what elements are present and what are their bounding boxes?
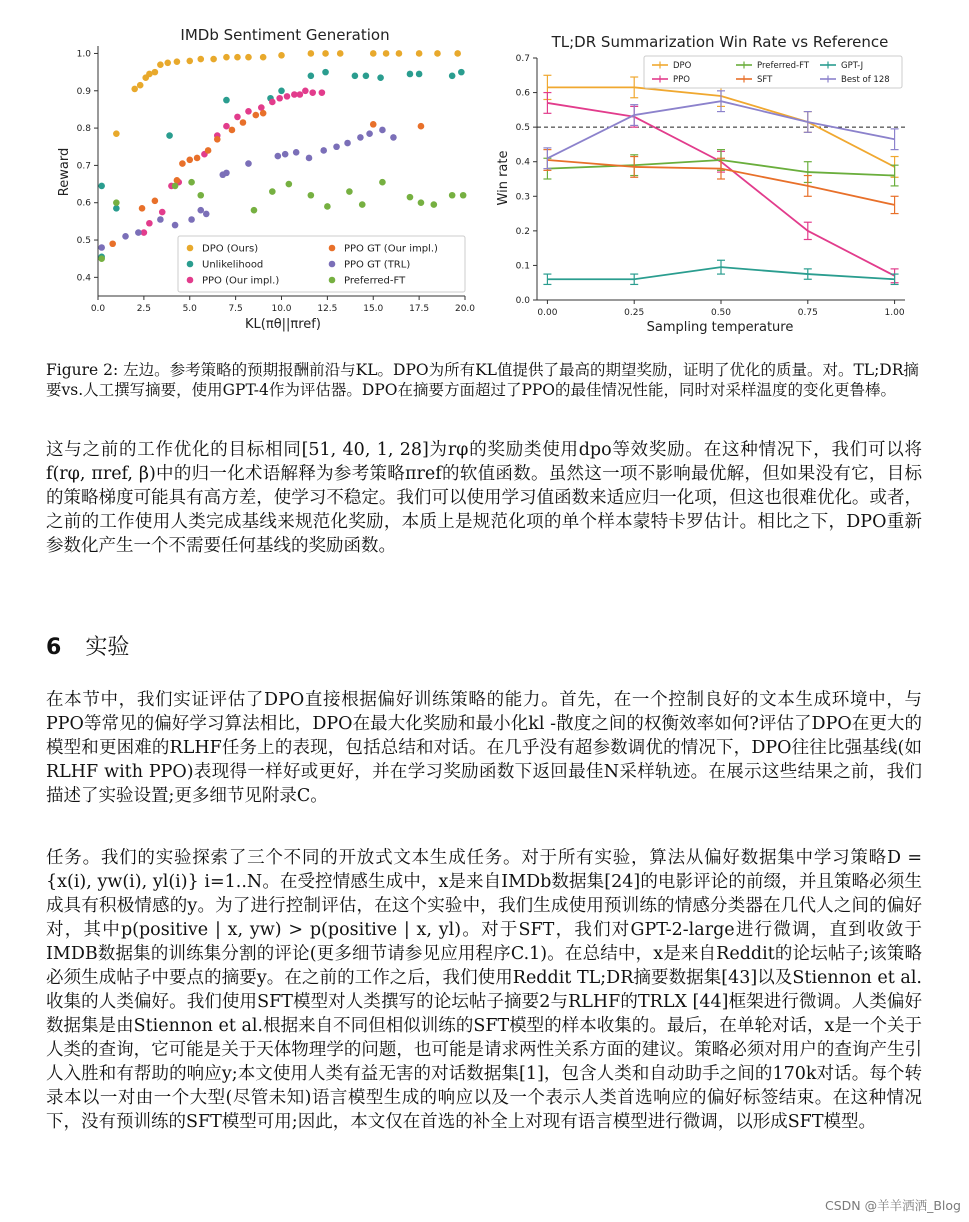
imdb-point (98, 183, 105, 190)
imdb-x-tick-label: 17.5 (409, 304, 430, 314)
imdb-point (197, 56, 204, 63)
imdb-point (258, 104, 265, 111)
imdb-point (282, 151, 289, 158)
imdb-point (113, 199, 120, 206)
imdb-ylabel: Reward (57, 147, 72, 197)
imdb-legend-marker (329, 245, 336, 252)
imdb-x-tick-label: 0.0 (90, 304, 106, 314)
imdb-legend-label: PPO GT (Our impl.) (344, 243, 438, 255)
tldr-y-tick-label: 0.6 (515, 88, 530, 99)
imdb-y-tick-label: 0.6 (76, 198, 91, 209)
imdb-legend-label: PPO GT (TRL) (344, 259, 411, 271)
imdb-point (186, 157, 193, 164)
imdb-point (319, 89, 326, 96)
tldr-ylabel: Win rate (496, 150, 511, 206)
imdb-point (449, 192, 456, 199)
imdb-point (172, 183, 179, 190)
imdb-point (407, 71, 414, 78)
imdb-point (203, 211, 210, 218)
imdb-point (137, 82, 144, 89)
imdb-point (306, 155, 313, 162)
imdb-point (416, 50, 423, 57)
tldr-x-tick-label: 0.75 (797, 308, 818, 318)
imdb-point (322, 50, 329, 57)
imdb-point (324, 203, 331, 210)
tldr-lines (543, 75, 898, 284)
imdb-point (333, 143, 340, 150)
imdb-point (229, 127, 236, 134)
imdb-point (454, 50, 461, 57)
imdb-point (98, 255, 105, 262)
paragraph-3: 任务。我们的实验探索了三个不同的开放式文本生成任务。对于所有实验，算法从偏好数据集中学习策略D = {x(i), yw(i), yl(i)} i=1..N。在受控情感生成中，x是来自IMDb数据集[24]的电影评论的前缀，并且策略必须生成具有积极情感的y。为了进行控制评估，在这个实验中，我们生成使用预训练的情感分类器在几代人之间的偏好对，其中p(positive | x, yw) > p(positive | x, yl)。对于SFT，我们对GPT-2-large进行微调，直到收敛于IMDB数据集的训练集分割的评论(更多细节请参见应用程序C.1)。在总结中，x是来自Reddit的论坛帖子;该策略必须生成帖子中要点的摘要y。在之前的工作之后，我们使用Reddit TL;DR摘要数据集[43]以及Stiennon et al.收集的人类偏好。我们使用SFT模型对人类撰写的论坛帖子摘要2与RLHF的TRLX [44]框架进行微调。人类偏好数据集是由Stiennon et al.根据来自不同但相似训练的SFT模型的样本收集的。最后，在单轮对话，x是一个关于人类的查询，它可能是关于天体物理学的问题，也可能是请求两性关系方面的建议。策略必须对用户的查询产生引人入胜和有帮助的响应y;本文使用人类有益无害的对话数据集[1]，包含人类和自动助手之间的170k对话。每个转录本以一对由一个大型(尽管未知)语言模型生成的响应以及一个表示人类首选响应的偏好标签结束。在这种情况下，没有预训练的SFT模型可用;因此，本文仅在首选的补全上对现有语言模型进行微调，以形成SFT模型。 (46, 848, 922, 1132)
imdb-point (434, 50, 441, 57)
imdb-point (390, 134, 397, 141)
figure-2 (0, 0, 969, 350)
imdb-point (363, 73, 370, 80)
paragraph-2: 在本节中，我们实证评估了DPO直接根据偏好训练策略的能力。首先，在一个控制良好的文本生成环境中，与PPO等常见的偏好学习算法相比，DPO在最大化奖励和最小化kl -散度之间的权衡效率如何?评估了DPO在更大的模型和更困难的RLHF任务上的表现，包括总结和对话。在几乎没有超参数调优的情况下，DPO往往比强基线(如RLHF with PPO)表现得一样好或更好，并在学习奖励函数下返回最佳N采样轨迹。在展示这些结果之前，我们描述了实验设置;更多细节见附录C。 (46, 690, 922, 806)
imdb-point (337, 50, 344, 57)
imdb-point (164, 59, 171, 66)
imdb-point (269, 188, 276, 195)
imdb-x-tick-label: 20.0 (454, 304, 476, 314)
imdb-point (245, 54, 252, 61)
figure-caption: Figure 2: 左边。参考策略的预期报酬前沿与KL。DPO为所有KL值提供了最高的期望奖励，证明了优化的质量。对。TL;DR摘要vs.人工撰写摘要，使用GPT-4作为评估器。DPO在摘要方面超过了PPO的最佳情况性能，同时对采样温度的变化更鲁棒。 (46, 361, 919, 399)
imdb-point (284, 93, 291, 100)
imdb-legend-marker (187, 277, 194, 284)
imdb-y-tick-label: 0.4 (76, 273, 91, 284)
imdb-point (407, 194, 414, 201)
tldr-y-tick-label: 0.1 (515, 261, 530, 272)
imdb-point (308, 192, 315, 199)
imdb-point (152, 198, 159, 205)
tldr-legend-label: Best of 128 (841, 75, 890, 85)
imdb-point (359, 201, 366, 208)
tldr-legend-label: SFT (757, 75, 773, 85)
paragraph-tasks (46, 846, 922, 1140)
imdb-point (157, 216, 164, 223)
tldr-y-tick-label: 0.3 (515, 192, 530, 203)
tldr-chart (496, 33, 905, 335)
imdb-point (278, 87, 285, 94)
imdb-xlabel: KL(πθ||πref) (245, 317, 321, 332)
imdb-x-tick-label: 15.0 (363, 304, 384, 314)
imdb-point (357, 134, 364, 141)
imdb-point (370, 121, 377, 128)
imdb-point (234, 54, 241, 61)
imdb-point (122, 233, 129, 240)
section-title: 实验 (85, 635, 130, 660)
imdb-point (234, 114, 241, 121)
imdb-point (297, 91, 304, 98)
imdb-point (98, 244, 105, 251)
imdb-point (418, 199, 425, 206)
tldr-legend-label: DPO (673, 61, 692, 71)
imdb-point (377, 74, 384, 81)
imdb-point (210, 56, 217, 63)
imdb-point (379, 127, 386, 134)
imdb-point (396, 50, 403, 57)
imdb-point (214, 136, 221, 143)
imdb-legend-marker (329, 277, 336, 284)
tldr-y-tick-label: 0.2 (515, 226, 530, 237)
imdb-legend-marker (187, 245, 194, 252)
imdb-point (418, 123, 425, 130)
imdb-point (460, 192, 467, 199)
imdb-y-tick-label: 0.5 (76, 236, 91, 247)
imdb-point (109, 240, 116, 247)
imdb-point (197, 192, 204, 199)
imdb-point (188, 179, 195, 186)
tldr-chart-title: TL;DR Summarization Win Rate vs Reference (551, 33, 889, 51)
imdb-point (383, 50, 390, 57)
imdb-point (379, 179, 386, 186)
imdb-point (275, 153, 282, 160)
imdb-point (366, 130, 373, 137)
tldr-y-tick-label: 0.7 (515, 54, 530, 64)
imdb-point (157, 61, 164, 68)
imdb-x-tick-label: 12.5 (317, 304, 338, 314)
imdb-point (223, 123, 230, 130)
tldr-x-tick-label: 0.00 (537, 308, 558, 318)
imdb-chart (57, 26, 475, 332)
imdb-point (240, 119, 247, 126)
imdb-point (276, 95, 283, 102)
imdb-point (431, 201, 438, 208)
imdb-point (166, 132, 173, 139)
tldr-legend-label: PPO (673, 75, 690, 85)
tldr-xlabel: Sampling temperature (646, 320, 794, 335)
imdb-point (197, 207, 204, 214)
imdb-x-tick-label: 5.0 (182, 304, 197, 314)
imdb-point (346, 188, 353, 195)
imdb-point (320, 147, 327, 154)
imdb-x-tick-label: 7.5 (228, 304, 243, 314)
imdb-point (416, 71, 423, 78)
imdb-point (278, 52, 285, 59)
imdb-point (179, 160, 186, 167)
imdb-point (113, 130, 120, 137)
imdb-point (174, 177, 181, 184)
imdb-point (223, 170, 230, 177)
imdb-legend (178, 236, 465, 292)
imdb-point (245, 108, 252, 115)
imdb-point (322, 69, 329, 76)
watermark: CSDN @羊羊洒洒_Blog (825, 1198, 961, 1213)
paragraph-experiments (46, 688, 922, 814)
imdb-point (146, 220, 153, 227)
imdb-point (308, 50, 315, 57)
imdb-legend-label: Preferred-FT (344, 275, 406, 287)
imdb-y-tick-label: 0.7 (76, 161, 91, 172)
paragraph-1: 这与之前的工作优化的目标相同[51, 40, 1, 28]为rφ的奖励类使用dpo等效奖励。在这种情况下，我们可以将f(rφ, πref, β)中的归一化术语解释为参考策略πref的软值函数。虽然这一项不影响最优解，但如果没有它，目标的策略梯度可能具有高方差，使学习不稳定。我们可以使用学习值函数来适应归一化项，但这也很难优化。或者，之前的工作使用人类完成基线来规范化奖励，本质上是规范化项的单个样本蒙特卡罗估计。相比之下，DPO重新参数化产生一个不需要任何基线的奖励函数。 (46, 440, 922, 556)
imdb-point (260, 110, 267, 117)
imdb-point (139, 205, 146, 212)
imdb-point (135, 229, 142, 236)
imdb-point (253, 112, 260, 119)
imdb-point (223, 97, 230, 104)
tldr-y-tick-label: 0.4 (515, 157, 530, 168)
tldr-legend-label: GPT-J (841, 61, 864, 71)
imdb-point (269, 99, 276, 106)
imdb-legend-label: Unlikelihood (202, 259, 264, 271)
imdb-point (174, 58, 181, 65)
imdb-point (449, 73, 456, 80)
imdb-points (98, 50, 466, 262)
imdb-y-tick-label: 0.8 (76, 124, 91, 135)
imdb-point (260, 54, 267, 61)
tldr-x-tick-label: 1.00 (884, 308, 905, 318)
tldr-legend (644, 56, 902, 88)
imdb-point (293, 149, 300, 156)
imdb-point (186, 58, 193, 65)
imdb-point (308, 73, 315, 80)
tldr-x-tick-label: 0.25 (624, 308, 645, 318)
imdb-point (245, 160, 252, 167)
imdb-point (370, 50, 377, 57)
imdb-point (223, 54, 230, 61)
section-heading (46, 630, 129, 661)
imdb-point (286, 181, 293, 188)
imdb-chart-title: IMDb Sentiment Generation (180, 26, 390, 44)
imdb-point (251, 207, 258, 214)
imdb-x-tick-label: 10.0 (271, 304, 292, 314)
imdb-y-tick-label: 0.9 (76, 86, 91, 97)
tldr-legend-label: Preferred-FT (757, 61, 810, 71)
section-number: 6 (46, 635, 62, 660)
imdb-point (205, 147, 212, 154)
imdb-point (302, 87, 309, 94)
imdb-legend-marker (187, 261, 194, 268)
tldr-y-tick-label: 0.5 (515, 123, 530, 134)
imdb-legend-label: PPO (Our impl.) (202, 275, 280, 287)
imdb-point (172, 222, 179, 229)
imdb-y-tick-label: 1.0 (76, 49, 91, 60)
tldr-x-tick-label: 0.50 (710, 308, 732, 318)
tldr-y-tick-label: 0.0 (515, 296, 530, 306)
imdb-point (458, 69, 465, 76)
imdb-legend-marker (329, 261, 336, 268)
imdb-point (194, 155, 201, 162)
imdb-point (344, 140, 351, 147)
imdb-point (188, 216, 195, 223)
imdb-point (152, 69, 159, 76)
imdb-point (309, 89, 316, 96)
imdb-x-tick-label: 2.5 (136, 304, 152, 314)
imdb-legend-label: DPO (Ours) (202, 243, 259, 255)
paragraph-intro (46, 438, 922, 564)
imdb-point (131, 86, 138, 93)
imdb-point (352, 73, 359, 80)
imdb-point (159, 209, 166, 216)
